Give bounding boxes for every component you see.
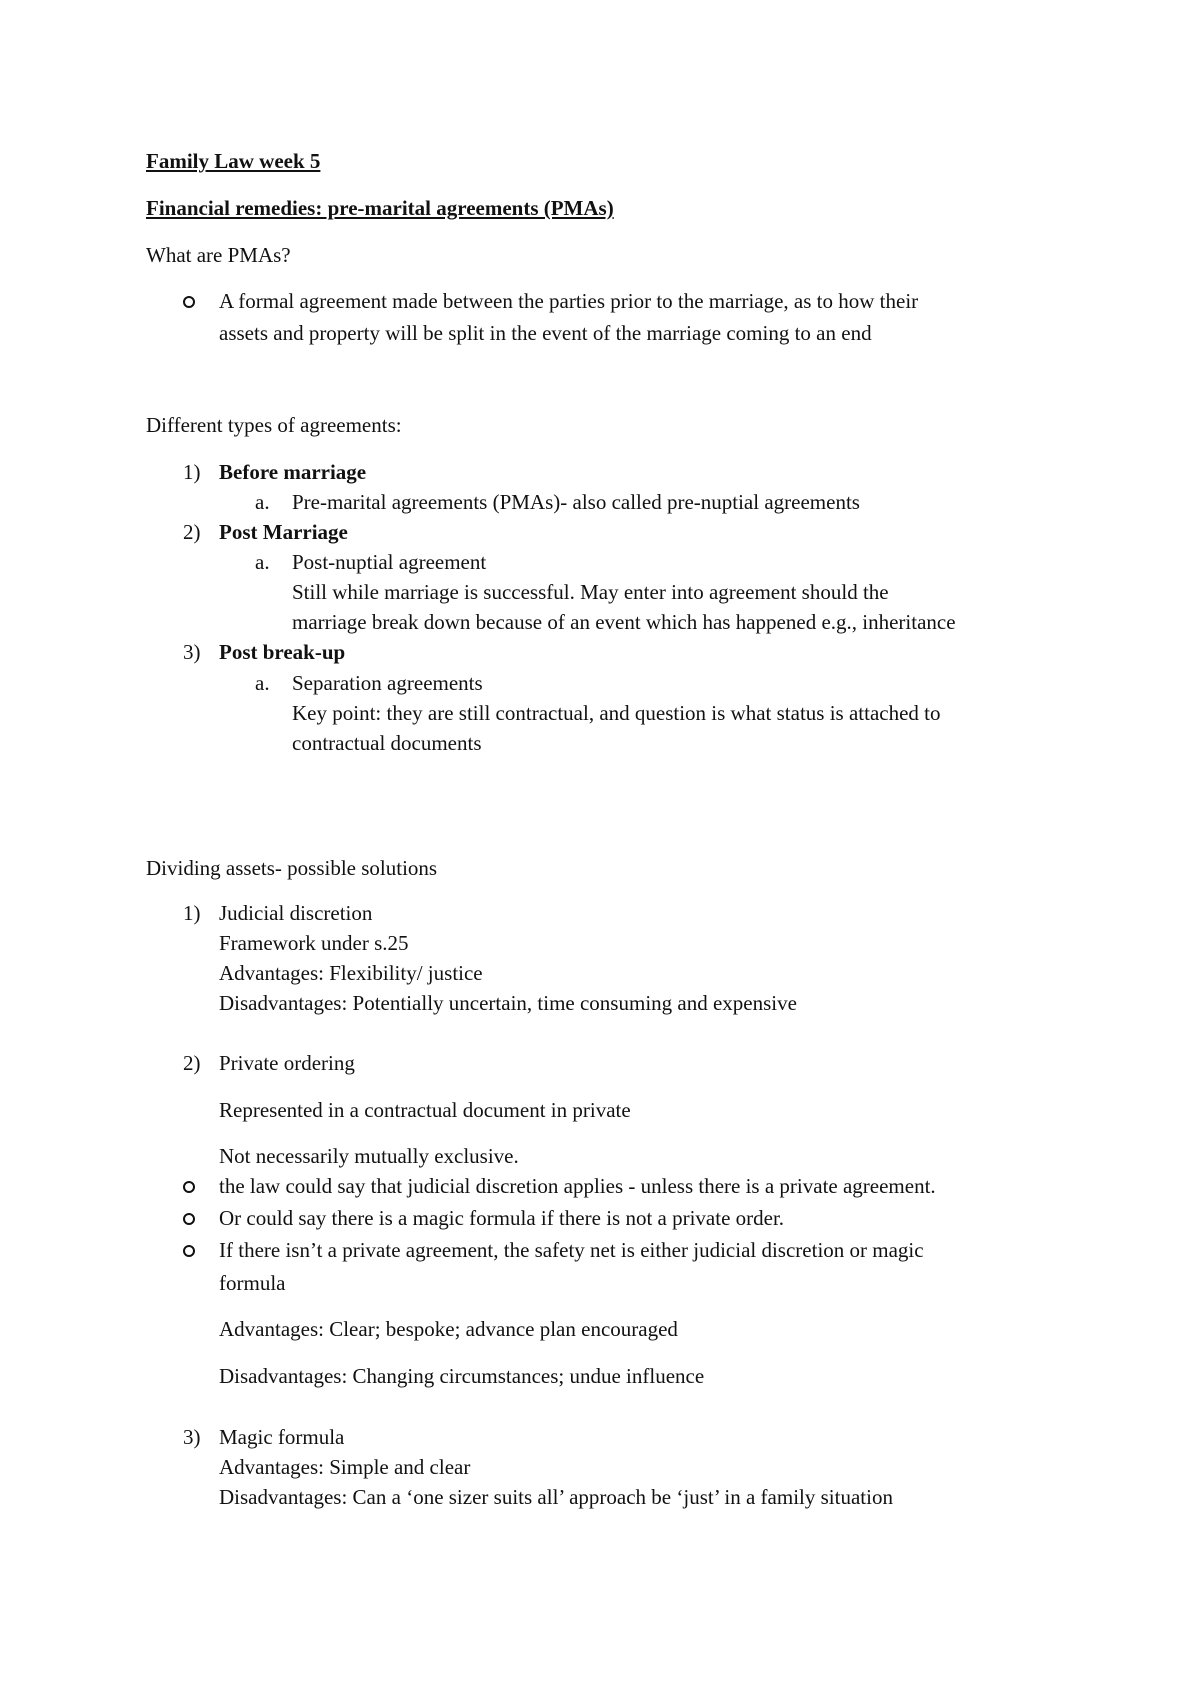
list-number: 2) [183, 1051, 201, 1075]
list-line: Magic formula [219, 1425, 345, 1449]
section-heading-dividing: Dividing assets- possible solutions [146, 856, 438, 880]
doc-subtitle: Financial remedies: pre-marital agreements (PMAs) [146, 196, 614, 220]
list-number: 3) [183, 1425, 201, 1449]
bullet-icon [183, 1245, 195, 1257]
list-letter: a. [255, 490, 270, 514]
list-sub-line: Pre-marital agreements (PMAs)- also called pre-nuptial agreements [292, 490, 860, 514]
list-item-label: Before marriage [219, 460, 367, 484]
list-number: 2) [183, 520, 201, 544]
section-heading-types: Different types of agreements: [146, 413, 402, 437]
section-heading-what-are: What are PMAs? [146, 243, 291, 267]
list-item-label: Post break-up [219, 640, 346, 664]
list-item-label: Post Marriage [219, 520, 348, 544]
list-sub-line: Post-nuptial agreement [292, 550, 487, 574]
list-sub-line: marriage break down because of an event which has happened e.g., inheritance [292, 610, 956, 634]
list-line: Disadvantages: Can a ‘one sizer suits all’ approach be ‘just’ in a family situation [219, 1485, 893, 1509]
list-sub-line: Separation agreements [292, 671, 483, 695]
bullet-text-line: A formal agreement made between the parties prior to the marriage, as to how their [219, 289, 919, 313]
list-line: Advantages: Simple and clear [219, 1455, 471, 1479]
list-sub-line: contractual documents [292, 731, 482, 755]
bullet-text-line: formula [219, 1271, 286, 1295]
list-line: Disadvantages: Potentially uncertain, time consuming and expensive [219, 991, 797, 1015]
list-line: Not necessarily mutually exclusive. [219, 1144, 519, 1168]
list-number: 3) [183, 640, 201, 664]
list-line: Advantages: Clear; bespoke; advance plan encouraged [219, 1317, 678, 1341]
list-letter: a. [255, 671, 270, 695]
doc-title: Family Law week 5 [146, 149, 321, 173]
bullet-text-line: Or could say there is a magic formula if there is not a private order. [219, 1206, 785, 1230]
list-line: Private ordering [219, 1051, 355, 1075]
bullet-icon [183, 1181, 195, 1193]
list-line: Advantages: Flexibility/ justice [219, 961, 483, 985]
list-line: Disadvantages: Changing circumstances; undue influence [219, 1364, 705, 1388]
bullet-text-line: If there isn’t a private agreement, the safety net is either judicial discretion or magic [219, 1238, 924, 1262]
bullet-icon [183, 1213, 195, 1225]
bullet-text-line: assets and property will be split in the event of the marriage coming to an end [219, 321, 872, 345]
list-sub-line: Key point: they are still contractual, and question is what status is attached to [292, 701, 941, 725]
list-sub-line: Still while marriage is successful. May enter into agreement should the [292, 580, 889, 604]
bullet-text-line: the law could say that judicial discretion applies - unless there is a private agreement. [219, 1174, 936, 1198]
list-line: Framework under s.25 [219, 931, 409, 955]
bullet-icon [183, 296, 195, 308]
list-line: Represented in a contractual document in private [219, 1098, 631, 1122]
list-number: 1) [183, 460, 201, 484]
list-number: 1) [183, 901, 201, 925]
list-line: Judicial discretion [219, 901, 373, 925]
list-letter: a. [255, 550, 270, 574]
